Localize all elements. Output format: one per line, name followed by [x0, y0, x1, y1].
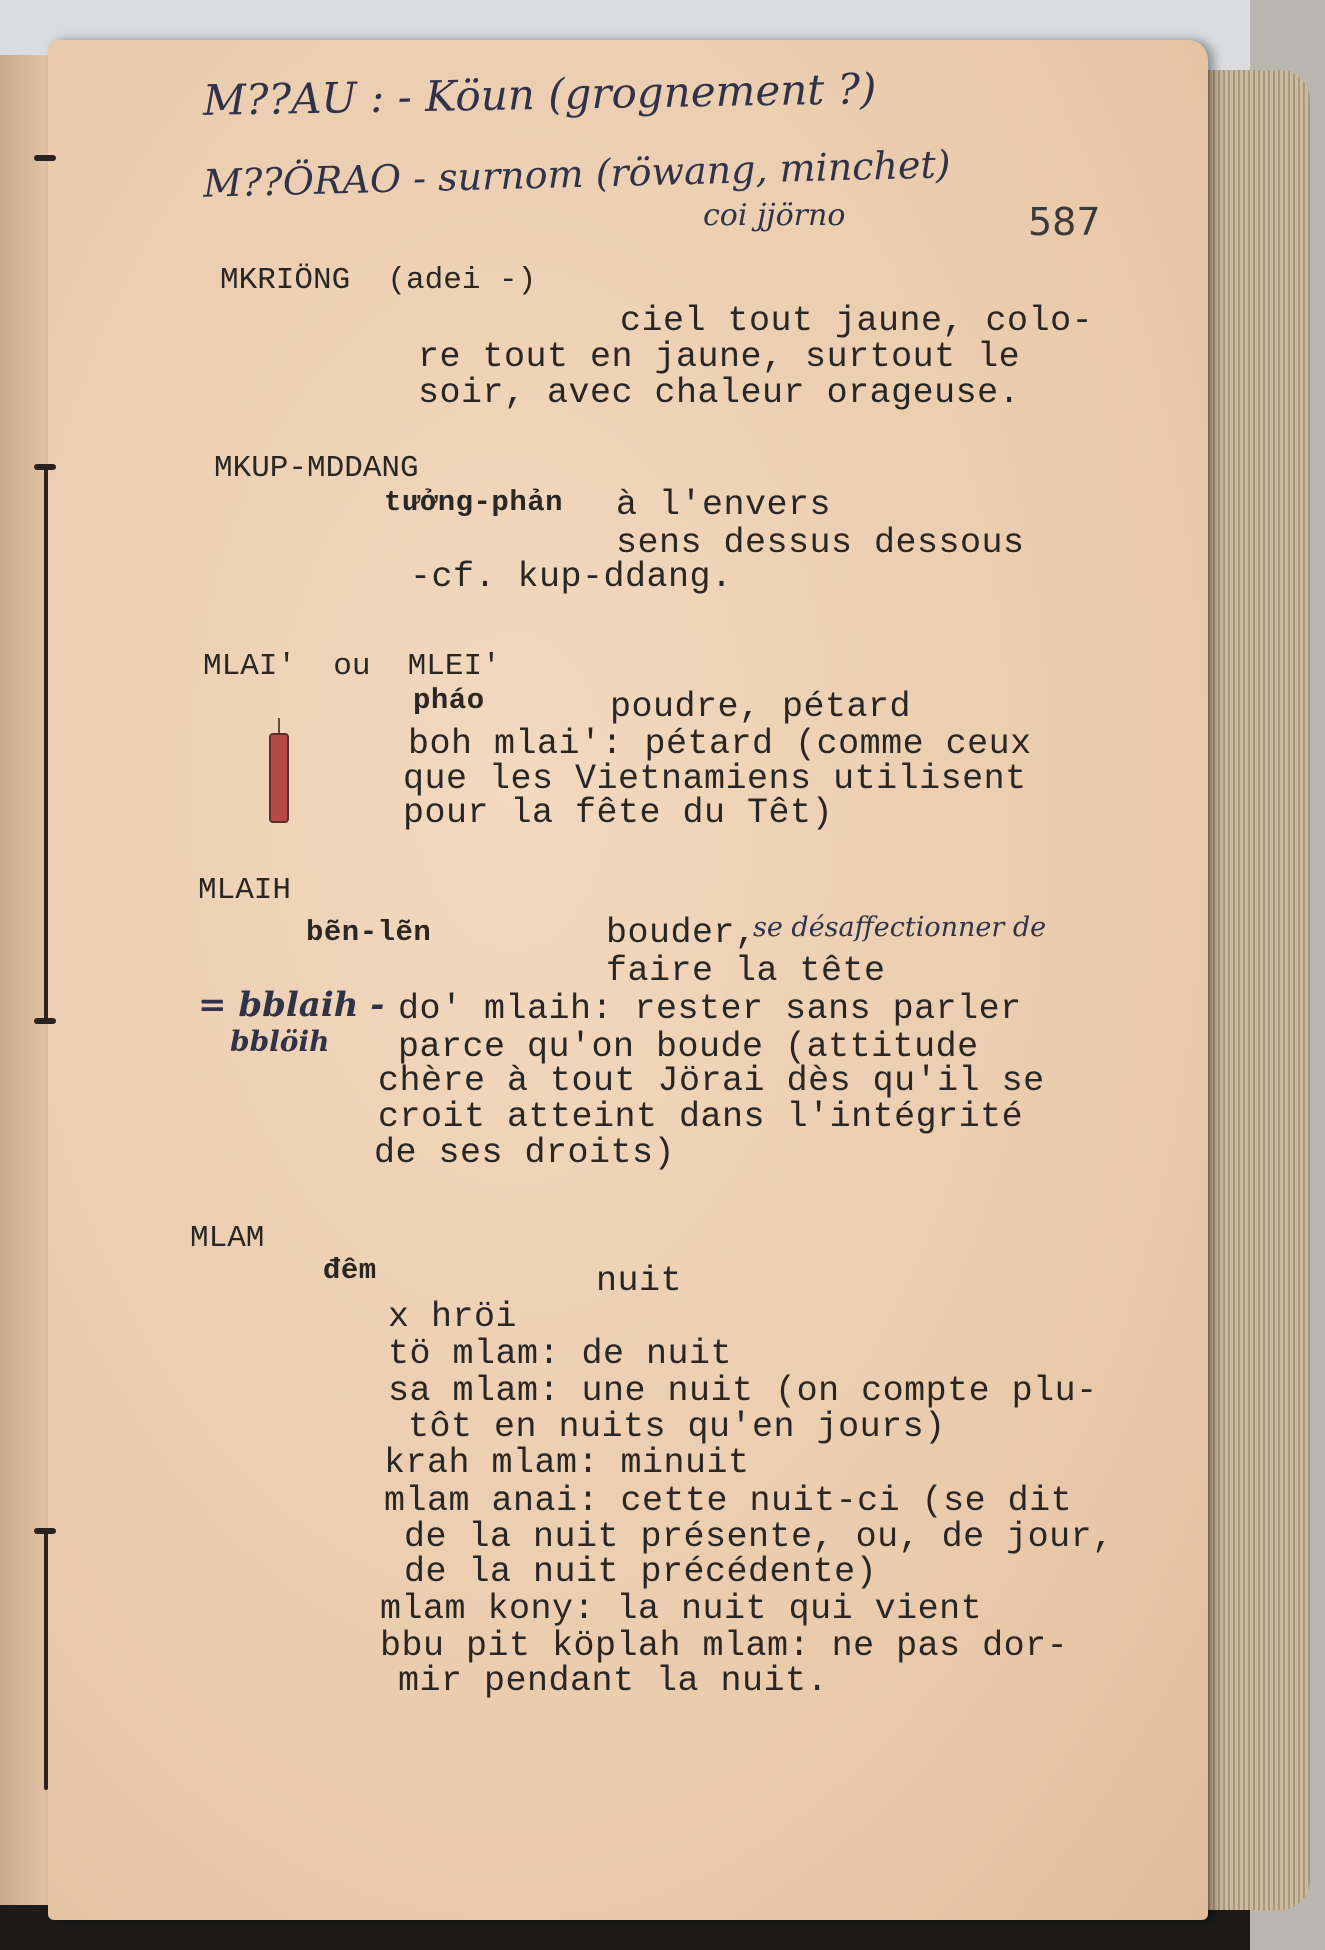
example-line: que les Vietnamiens utilisent	[403, 759, 1027, 799]
binding-hole	[34, 1528, 56, 1534]
vietnamese-gloss: đêm	[323, 1254, 377, 1287]
example-line: boh mlai': pétard (comme ceux	[408, 724, 1032, 764]
example-line: do' mlaih: rester sans parler	[398, 989, 1022, 1029]
book-page	[48, 40, 1208, 1920]
example-line: de ses droits)	[374, 1133, 676, 1173]
binding-thread	[44, 1530, 48, 1790]
handwritten-note-3: coi jjörno	[703, 198, 846, 233]
example-line: parce qu'on boude (attitude	[398, 1027, 979, 1067]
definition-line: sens dessus dessous	[616, 523, 1025, 563]
handwritten-margin-note: = bblaih -	[198, 985, 385, 1025]
headword-mkup-mddang: MKUP-MDDANG	[214, 451, 419, 486]
example-line: sa mlam: une nuit (on compte plu-	[388, 1371, 1098, 1411]
headword-mlaih: MLAIH	[198, 873, 292, 908]
example-line: mlam kony: la nuit qui vient	[380, 1589, 983, 1629]
definition-line: poudre, pétard	[610, 687, 912, 727]
example-line: mir pendant la nuit.	[398, 1661, 829, 1701]
example-line: krah mlam: minuit	[384, 1443, 750, 1483]
definition-line: soir, avec chaleur orageuse.	[418, 373, 1021, 413]
example-line: chère à tout Jörai dès qu'il se	[378, 1061, 1045, 1101]
example-line: croit atteint dans l'intégrité	[378, 1097, 1024, 1137]
example-line: tôt en nuits qu'en jours)	[408, 1407, 946, 1447]
definition-line: -cf. kup-ddang.	[410, 557, 733, 597]
binding-hole	[34, 464, 56, 470]
vietnamese-gloss: tưởng-phản	[384, 486, 564, 519]
definition-line: re tout en jaune, surtout le	[418, 337, 1021, 377]
headword-mlai: MLAI' ou MLEI'	[203, 649, 501, 684]
vietnamese-gloss: bẽn-lẽn	[306, 916, 432, 949]
example-line: bbu pit köplah mlam: ne pas dor-	[380, 1626, 1069, 1666]
example-line: de la nuit présente, ou, de jour,	[404, 1517, 1114, 1557]
headword-mlam: MLAM	[190, 1221, 265, 1256]
vietnamese-gloss: pháo	[413, 684, 485, 717]
handwritten-margin-note: bblöih	[230, 1025, 330, 1058]
definition-line: faire la tête	[606, 951, 886, 991]
binding-hole	[34, 1018, 56, 1024]
example-line: tö mlam: de nuit	[388, 1334, 733, 1374]
binding-thread	[44, 465, 48, 1020]
handwritten-addition: se désaffectionner de	[753, 912, 1047, 943]
handwritten-note-2: M??ÖRAO - surnom (röwang, minchet)	[202, 142, 952, 206]
handwritten-note-1: M??AU : - Köun (grognement ?)	[202, 64, 877, 125]
example-line: x hröi	[388, 1297, 518, 1337]
definition-line: ciel tout jaune, colo-	[620, 301, 1094, 341]
example-line: mlam anai: cette nuit-ci (se dit	[384, 1481, 1073, 1521]
headword-mkriong: MKRIÖNG (adei -)	[220, 263, 537, 298]
firecracker-drawing	[266, 718, 292, 828]
definition-line: bouder,	[606, 913, 757, 953]
definition-line: à l'envers	[616, 485, 832, 525]
page-number: 587	[1028, 200, 1101, 244]
binding-hole	[34, 155, 56, 161]
example-line: pour la fête du Têt)	[403, 793, 834, 833]
definition-line: nuit	[596, 1261, 683, 1301]
example-line: de la nuit précédente)	[404, 1552, 878, 1592]
